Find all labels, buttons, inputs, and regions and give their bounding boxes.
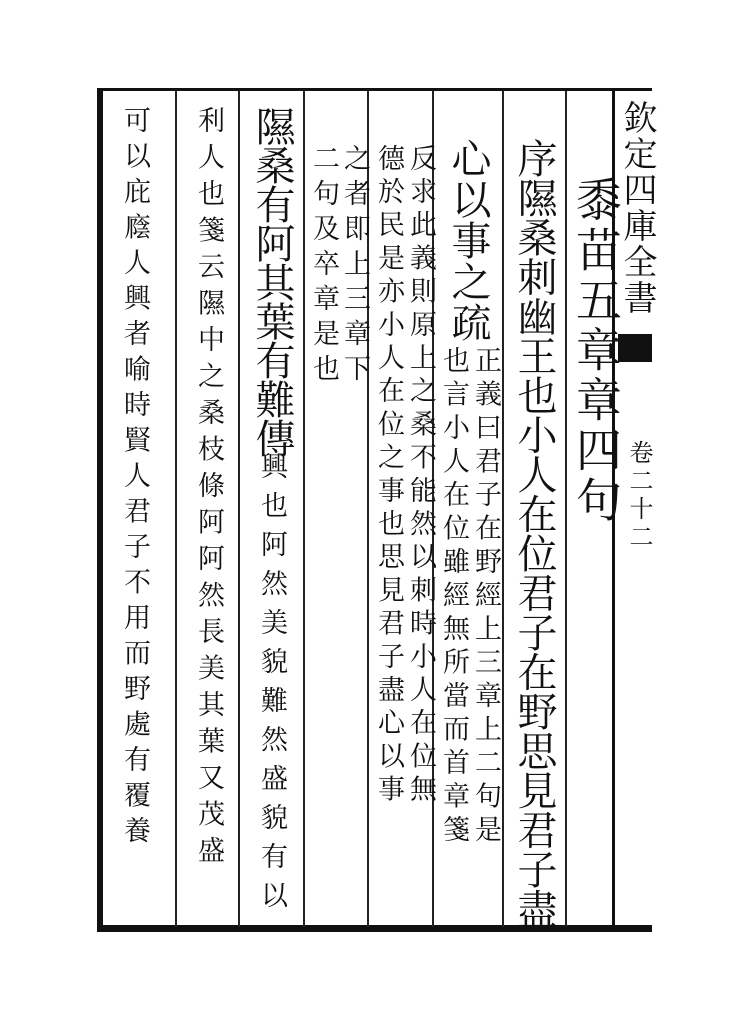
column-rule xyxy=(238,91,240,927)
gutter-book-title: 欽定四庫全書 xyxy=(617,100,657,316)
preface-line: 序隰桑刺幽王也小人在位君子在野思見君子盡 xyxy=(511,138,557,928)
frame-left-border xyxy=(97,88,103,932)
frame-bottom-border xyxy=(97,926,652,932)
verse-line: 隰桑有阿其葉有難傳 xyxy=(249,106,295,457)
commentary-c-right: 之者即上三章下 xyxy=(339,144,370,389)
column-rule xyxy=(565,91,567,927)
column-rule xyxy=(175,91,177,927)
fishtail-mark xyxy=(618,334,652,362)
commentary-a-left: 也言小人在位雖經無所當而首章箋 xyxy=(438,346,469,849)
chapter-title: 黍苗五章章四句 xyxy=(569,176,623,526)
commentary-a-right: 正義曰君子在野經上三章上二句是 xyxy=(470,346,501,849)
gutter-volume: 卷二十二 xyxy=(625,440,653,552)
commentary-b-left: 德於民是亦小人在位之事也思見君子盡心以事 xyxy=(373,144,404,808)
commentary-d-right: 興也阿然美貌難然盛貌有以 xyxy=(256,452,287,920)
last-column: 可以庇廕人興者喻時賢人君子不用而野處有覆養 xyxy=(119,106,150,852)
commentary-d-left: 利人也箋云隰中之桑枝條阿阿然長美其葉又茂盛 xyxy=(193,106,224,873)
column-rule xyxy=(303,91,305,927)
commentary-c-left: 二句及卒章是也 xyxy=(308,144,339,389)
preface-continuation: 心以事之疏 xyxy=(445,138,491,343)
commentary-b-right: 反求此義則原上之桑不能然以刺時小人在位無 xyxy=(405,144,436,808)
column-rule xyxy=(502,91,504,927)
